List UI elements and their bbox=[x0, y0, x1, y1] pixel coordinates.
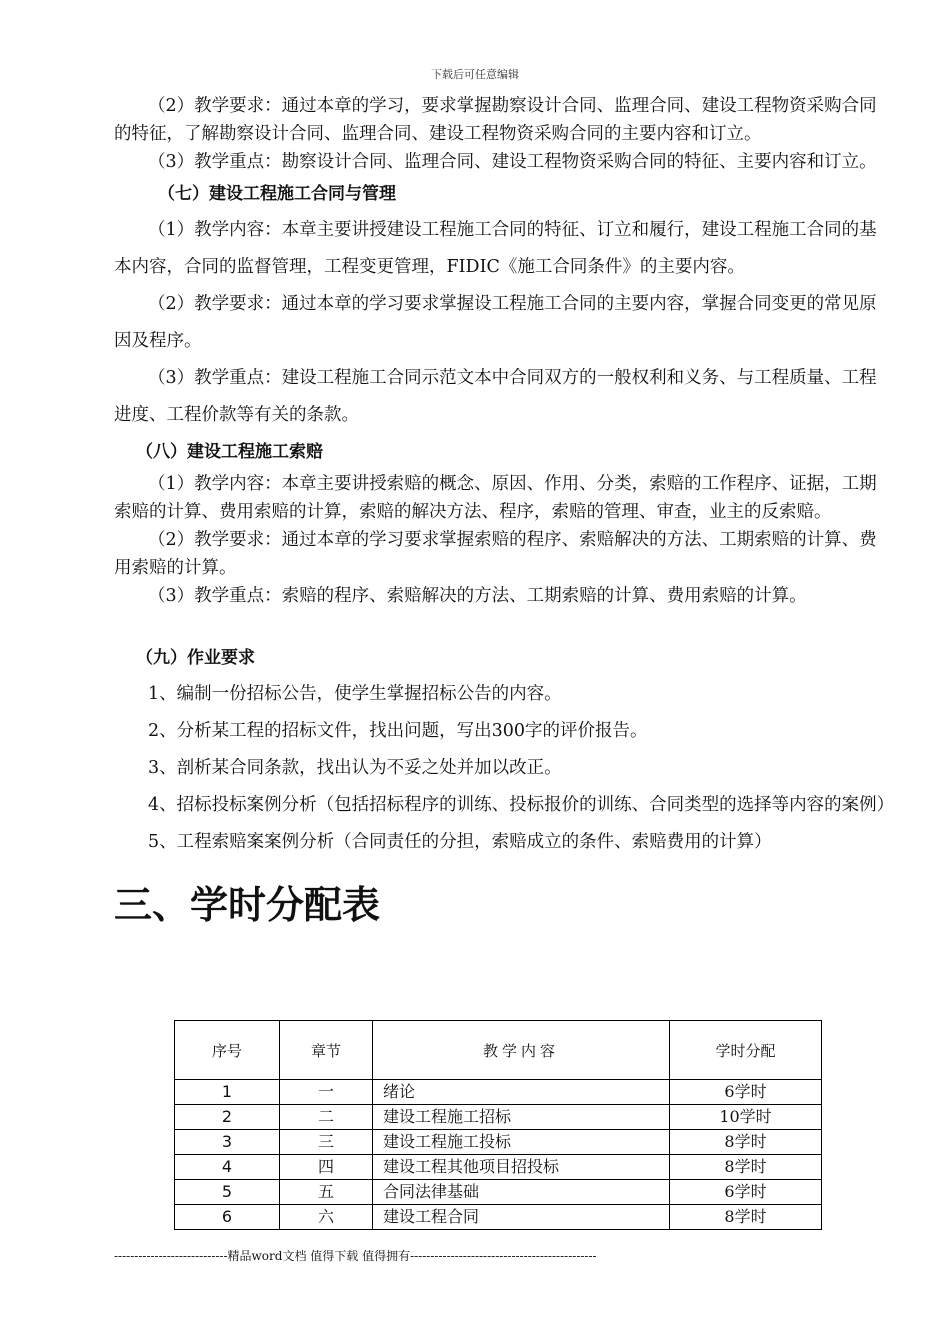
cell-hours: 6学时 bbox=[670, 1080, 822, 1105]
paragraph: （3）教学重点：勘察设计合同、监理合同、建设工程物资采购合同的特征、主要内容和订立。 bbox=[148, 152, 877, 172]
document-body bbox=[114, 92, 895, 935]
col-header-chapter: 章节 bbox=[280, 1021, 373, 1080]
cell-content: 建设工程合同 bbox=[373, 1205, 670, 1230]
subsection-heading: （七）建设工程施工合同与管理 bbox=[158, 184, 396, 204]
table-row bbox=[175, 1180, 822, 1205]
paragraph: 3、剖析某合同条款，找出认为不妥之处并加以改正。 bbox=[148, 758, 562, 778]
cell-chapter: 三 bbox=[280, 1130, 373, 1155]
table-row bbox=[175, 1205, 822, 1230]
cell-number: 2 bbox=[175, 1105, 280, 1130]
cell-number: 3 bbox=[175, 1130, 280, 1155]
subsection-heading: （八）建设工程施工索赔 bbox=[136, 442, 323, 462]
paragraph: （1）教学内容：本章主要讲授建设工程施工合同的特征、订立和履行，建设工程施工合同的基本内容，合同的监督管理，工程变更管理，FIDIC《施工合同条件》的主要内容。 bbox=[114, 220, 877, 277]
table-row bbox=[175, 1155, 822, 1180]
col-header-content: 教学内容 bbox=[373, 1021, 670, 1080]
table-body bbox=[175, 1080, 822, 1230]
cell-content: 绪论 bbox=[373, 1080, 670, 1105]
cell-content: 合同法律基础 bbox=[373, 1180, 670, 1205]
cell-number: 6 bbox=[175, 1205, 280, 1230]
cell-hours: 8学时 bbox=[670, 1205, 822, 1230]
cell-chapter: 六 bbox=[280, 1205, 373, 1230]
cell-hours: 10学时 bbox=[670, 1105, 822, 1130]
paragraph: 4、招标投标案例分析（包括招标程序的训练、投标报价的训练、合同类型的选择等内容的案例） bbox=[148, 795, 895, 815]
cell-content: 建设工程施工投标 bbox=[373, 1130, 670, 1155]
table-header-row bbox=[175, 1021, 822, 1080]
subsection-heading: （九）作业要求 bbox=[136, 648, 255, 668]
cell-number: 4 bbox=[175, 1155, 280, 1180]
paragraph: （2）教学要求：通过本章的学习，要求掌握勘察设计合同、监理合同、建设工程物资采购合同的特征，了解勘察设计合同、监理合同、建设工程物资采购合同的主要内容和订立。 bbox=[114, 96, 877, 144]
page-footer: ----------------------------精品word文档 值得下载 值得拥有---------------------------------------------- bbox=[114, 1249, 597, 1263]
cell-chapter: 一 bbox=[280, 1080, 373, 1105]
paragraph: （2）教学要求：通过本章的学习要求掌握索赔的程序、索赔解决的方法、工期索赔的计算、费用索赔的计算。 bbox=[114, 530, 877, 578]
table-row bbox=[175, 1130, 822, 1155]
cell-chapter: 二 bbox=[280, 1105, 373, 1130]
paragraph: （1）教学内容：本章主要讲授索赔的概念、原因、作用、分类，索赔的工作程序、证据，工期索赔的计算、费用索赔的计算，索赔的解决方法、程序，索赔的管理、审查，业主的反索赔。 bbox=[114, 474, 877, 522]
section-title: 三、学时分配表 bbox=[114, 883, 381, 927]
cell-chapter: 四 bbox=[280, 1155, 373, 1180]
hours-table bbox=[174, 1020, 822, 1230]
cell-content: 建设工程其他项目招投标 bbox=[373, 1155, 670, 1180]
cell-hours: 8学时 bbox=[670, 1155, 822, 1180]
cell-number: 5 bbox=[175, 1180, 280, 1205]
page-header: 下载后可任意编辑 bbox=[431, 68, 519, 81]
cell-content: 建设工程施工招标 bbox=[373, 1105, 670, 1130]
col-header-number: 序号 bbox=[175, 1021, 280, 1080]
cell-hours: 8学时 bbox=[670, 1130, 822, 1155]
spacer bbox=[114, 610, 890, 640]
paragraph: （2）教学要求：通过本章的学习要求掌握设工程施工合同的主要内容，掌握合同变更的常见原因及程序。 bbox=[114, 294, 877, 351]
paragraph: （3）教学重点：建设工程施工合同示范文本中合同双方的一般权利和义务、与工程质量、工程进度、工程价款等有关的条款。 bbox=[114, 368, 877, 425]
paragraph: 5、工程索赔案案例分析（合同责任的分担，索赔成立的条件、索赔费用的计算） bbox=[148, 832, 772, 852]
table-row bbox=[175, 1105, 822, 1130]
table-row bbox=[175, 1080, 822, 1105]
cell-number: 1 bbox=[175, 1080, 280, 1105]
paragraph: （3）教学重点：索赔的程序、索赔解决的方法、工期索赔的计算、费用索赔的计算。 bbox=[148, 586, 807, 606]
paragraph: 1、编制一份招标公告，使学生掌握招标公告的内容。 bbox=[148, 684, 562, 704]
text-blocks bbox=[114, 92, 895, 861]
col-header-hours: 学时分配 bbox=[670, 1021, 822, 1080]
cell-chapter: 五 bbox=[280, 1180, 373, 1205]
paragraph: 2、分析某工程的招标文件，找出问题，写出300字的评价报告。 bbox=[148, 721, 648, 741]
cell-hours: 6学时 bbox=[670, 1180, 822, 1205]
